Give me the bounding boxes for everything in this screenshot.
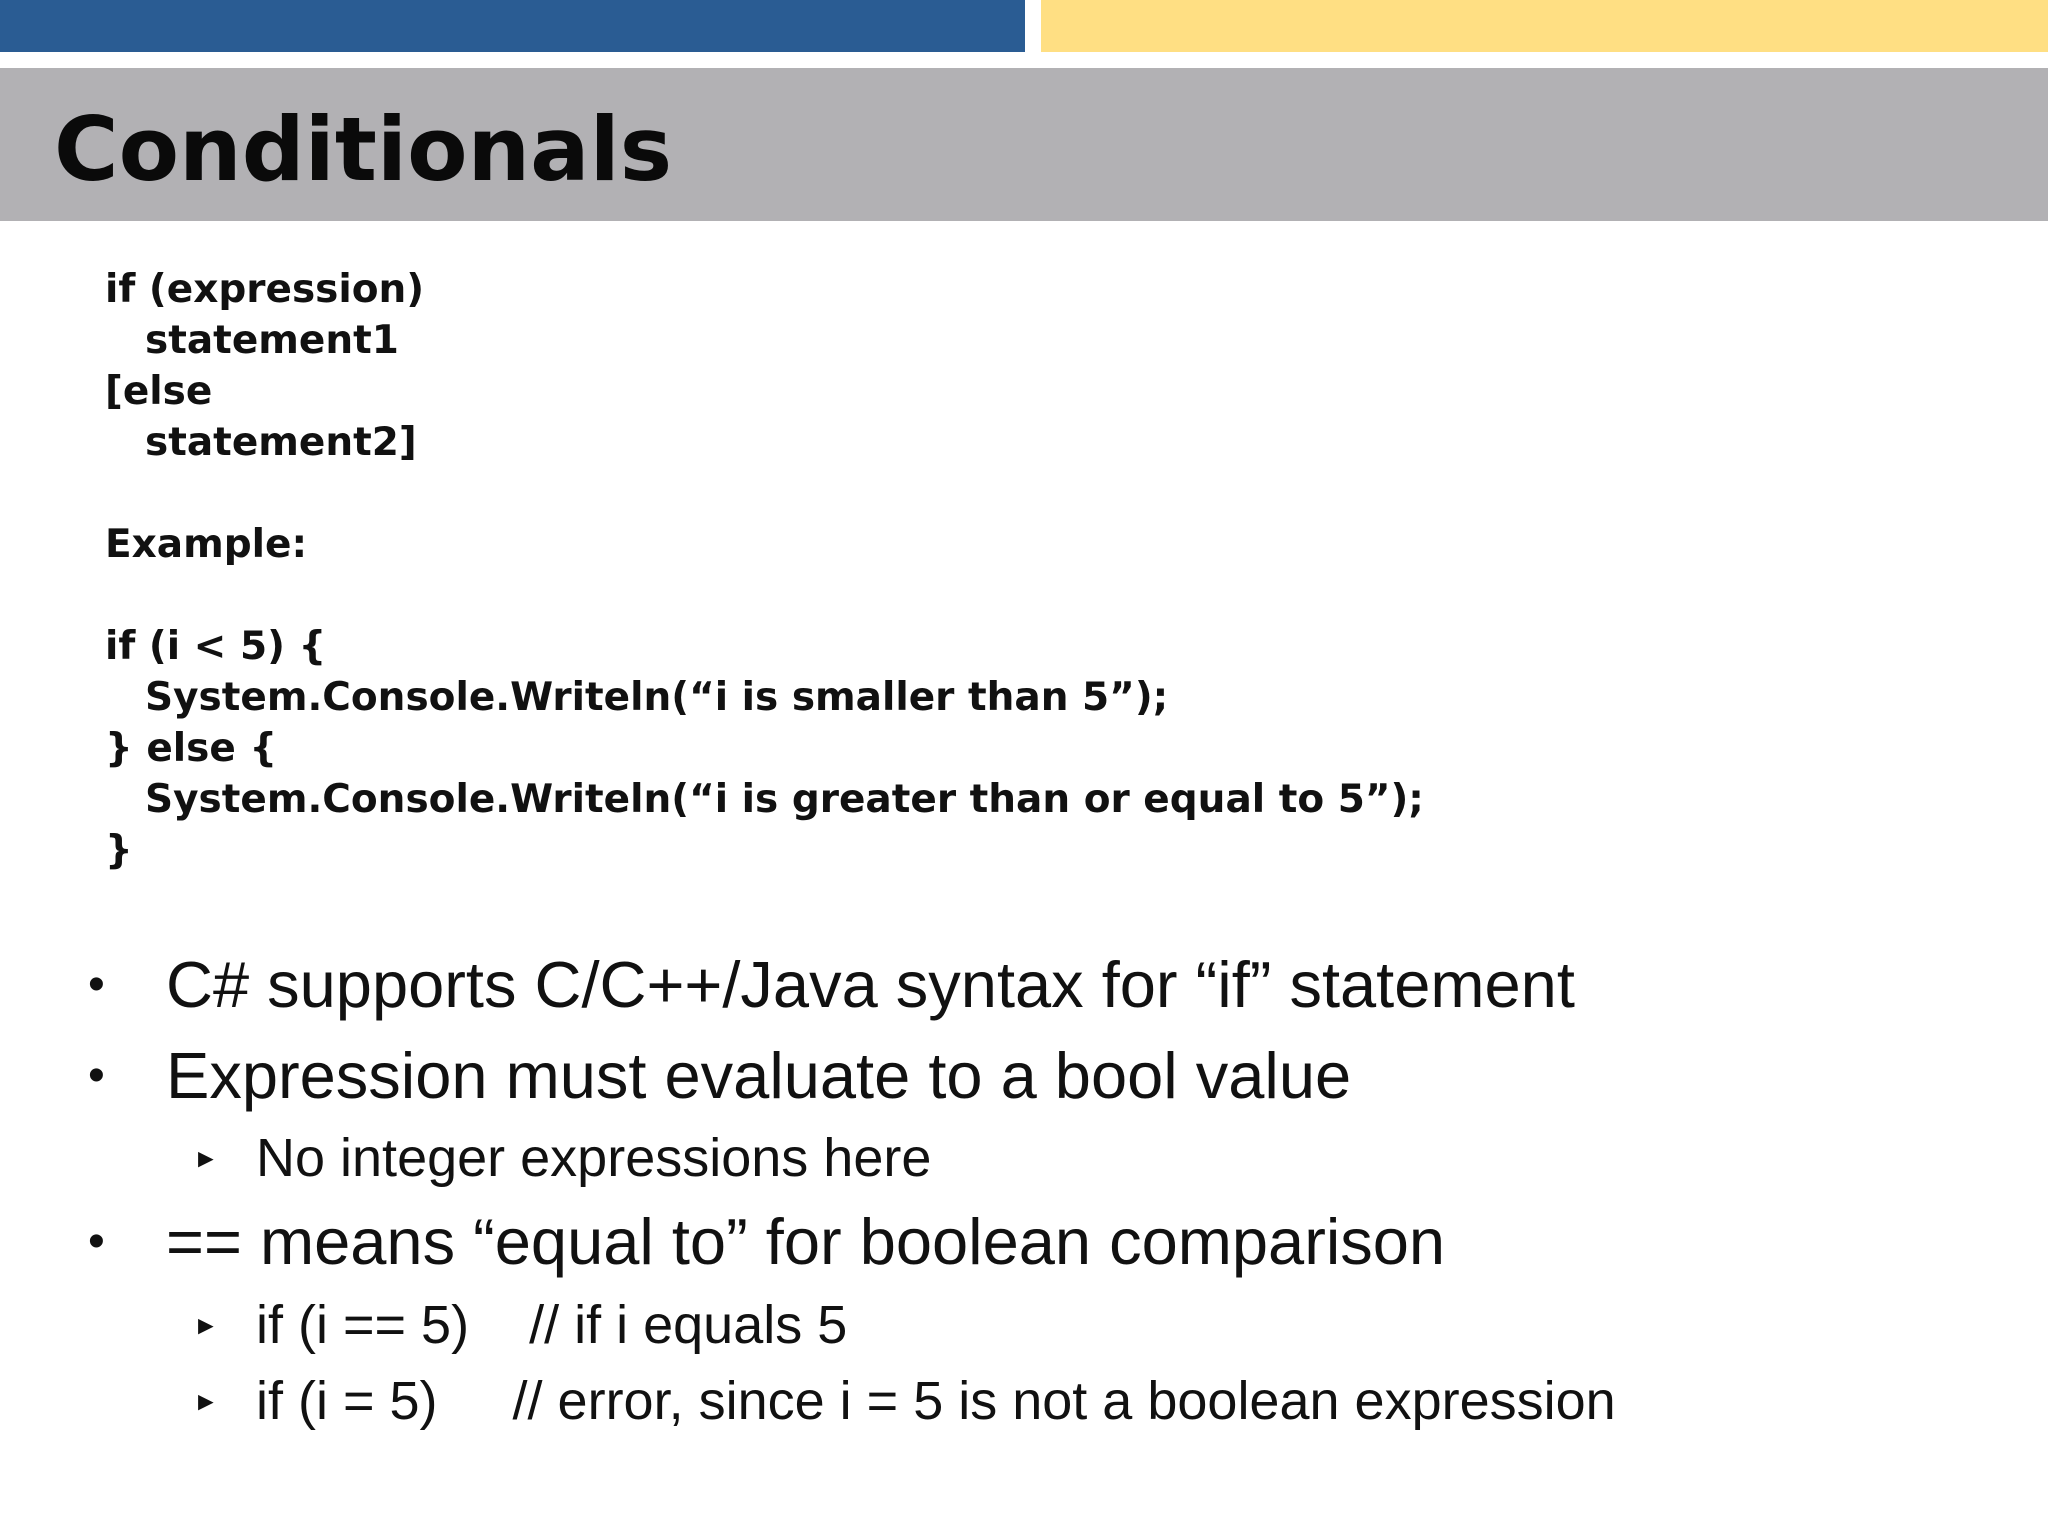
code-line: if (expression)	[105, 267, 425, 312]
bullet-text: == means “equal to” for boolean comparison	[166, 1205, 1446, 1278]
sub-bullet-text: if (i == 5) // if i equals 5	[256, 1295, 848, 1355]
bullet-icon: •	[88, 958, 105, 1011]
code-line: } else {	[105, 726, 278, 771]
code-line: [else	[105, 369, 213, 414]
triangle-right-icon: ►	[193, 1310, 219, 1340]
code-line: System.Console.Writeln(“i is smaller than 5”);	[145, 675, 1169, 720]
code-line: System.Console.Writeln(“i is greater than or equal to 5”);	[145, 777, 1424, 822]
triangle-right-icon: ►	[193, 1386, 219, 1416]
code-line: statement2]	[145, 420, 417, 465]
sub-bullet-text: No integer expressions here	[256, 1128, 932, 1188]
code-line: }	[105, 828, 133, 873]
code-line: Example:	[105, 522, 308, 567]
code-line: if (i < 5) {	[105, 624, 327, 669]
bullet-icon: •	[88, 1049, 105, 1102]
bullet-text: C# supports C/C++/Java syntax for “if” statement	[166, 948, 1575, 1021]
code-line: statement1	[145, 318, 399, 363]
slide-title: Conditionals	[54, 98, 673, 201]
triangle-right-icon: ►	[193, 1143, 219, 1173]
bullet-icon: •	[88, 1215, 105, 1268]
bullet-text: Expression must evaluate to a bool value	[166, 1039, 1352, 1112]
sub-bullet-text: if (i = 5) // error, since i = 5 is not a boolean expression	[256, 1371, 1616, 1431]
